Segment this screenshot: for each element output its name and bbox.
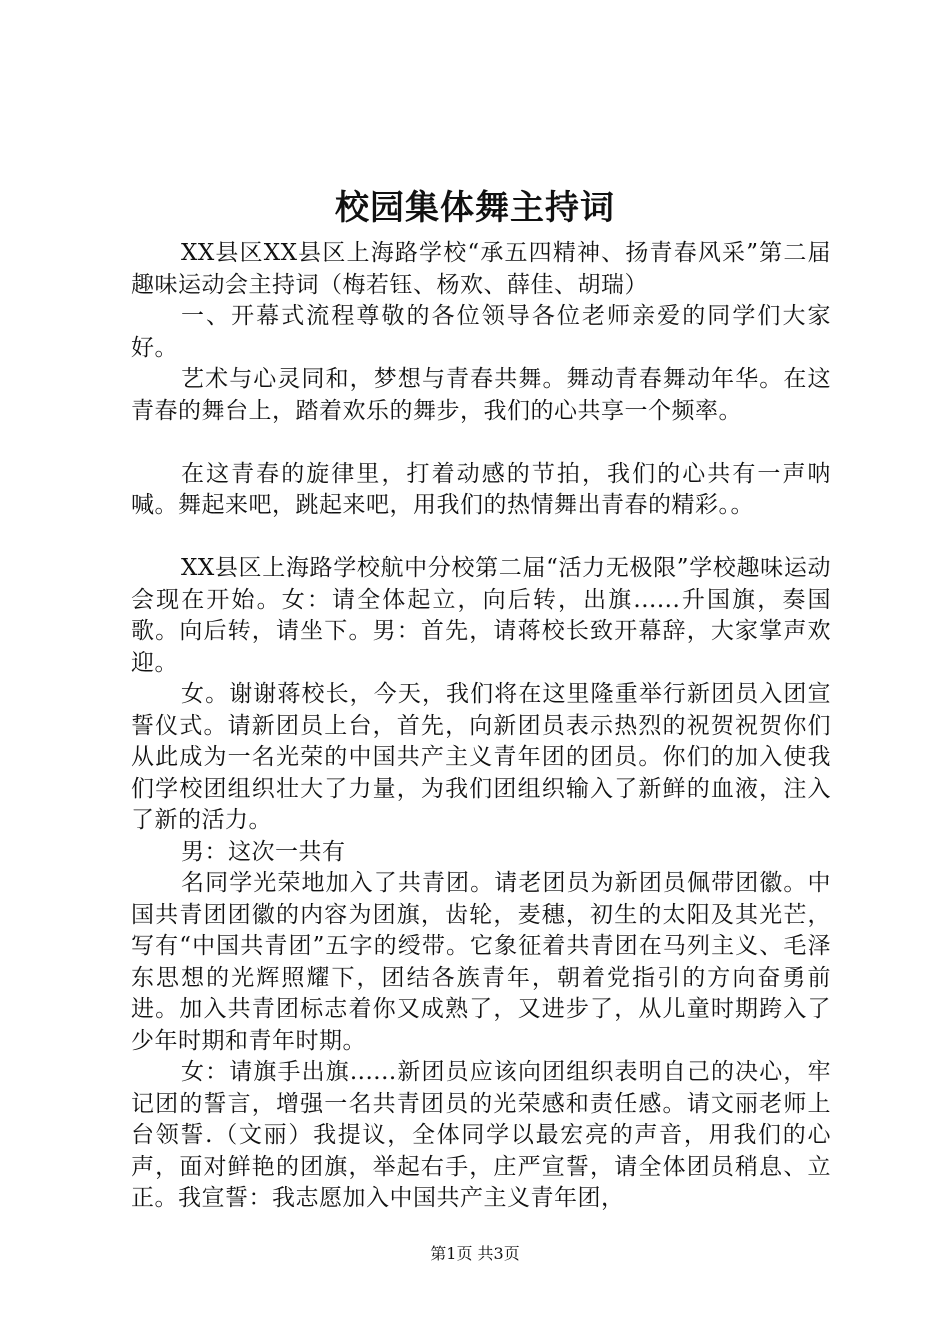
paragraph: XX县区XX县区上海路学校“承五四精神、扬青春风采”第二届趣味运动会主持词（梅若钰、杨欢、薛佳、胡瑞）	[131, 240, 831, 298]
document-body	[131, 238, 831, 1215]
page-number-footer: 第1页 共3页	[430, 1244, 520, 1263]
paragraph: 艺术与心灵同和，梦想与青春共舞。舞动青春舞动年华。在这青春的舞台上，踏着欢乐的舞步，我们的心共享一个频率。	[131, 366, 831, 424]
paragraph: 女。谢谢蒋校长，今天，我们将在这里隆重举行新团员入团宣誓仪式。请新团员上台，首先，向新团员表示热烈的祝贺祝贺你们从此成为一名光荣的中国共产主义青年团的团员。你们的加入使我们学校团组织壮大了力量，为我们团组织输入了新鲜的血液，注入了新的活力。	[131, 681, 831, 833]
paragraph: XX县区上海路学校航中分校第二届“活力无极限”学校趣味运动会现在开始。女：请全体起立，向后转，出旗......升国旗，奏国歌。向后转，请坐下。男：首先，请蒋校长致开幕辞，大家掌声欢迎。	[131, 555, 831, 676]
paragraph: 名同学光荣地加入了共青团。请老团员为新团员佩带团徽。中国共青团团徽的内容为团旗，齿轮，麦穗，初生的太阳及其光芒，写有“中国共青团”五字的绶带。它象征着共青团在马列主义、毛泽东思想的光辉照耀下，团结各族青年，朝着党指引的方向奋勇前进。加入共青团标志着你又成熟了，又进步了，从儿童时期跨入了少年时期和青年时期。	[131, 870, 831, 1054]
document-title: 校园集体舞主持词	[335, 188, 615, 228]
paragraph: 一、开幕式流程尊敬的各位领导各位老师亲爱的同学们大家好。	[131, 303, 831, 361]
paragraph: 女：请旗手出旗......新团员应该向团组织表明自己的决心，牢记团的誓言，增强一名共青团员的光荣感和责任感。请文丽老师上台领誓.（文丽）我提议，全体同学以最宏亮的声音，用我们的心声，面对鲜艳的团旗，举起右手，庄严宣誓，请全体团员稍息、立正。我宣誓：我志愿加入中国共产主义青年团，	[131, 1059, 831, 1211]
paragraph: 男：这次一共有	[181, 838, 346, 865]
paragraph: 在这青春的旋律里，打着动感的节拍，我们的心共有一声呐喊。舞起来吧，跳起来吧，用我们的热情舞出青春的精彩。。	[131, 460, 831, 518]
